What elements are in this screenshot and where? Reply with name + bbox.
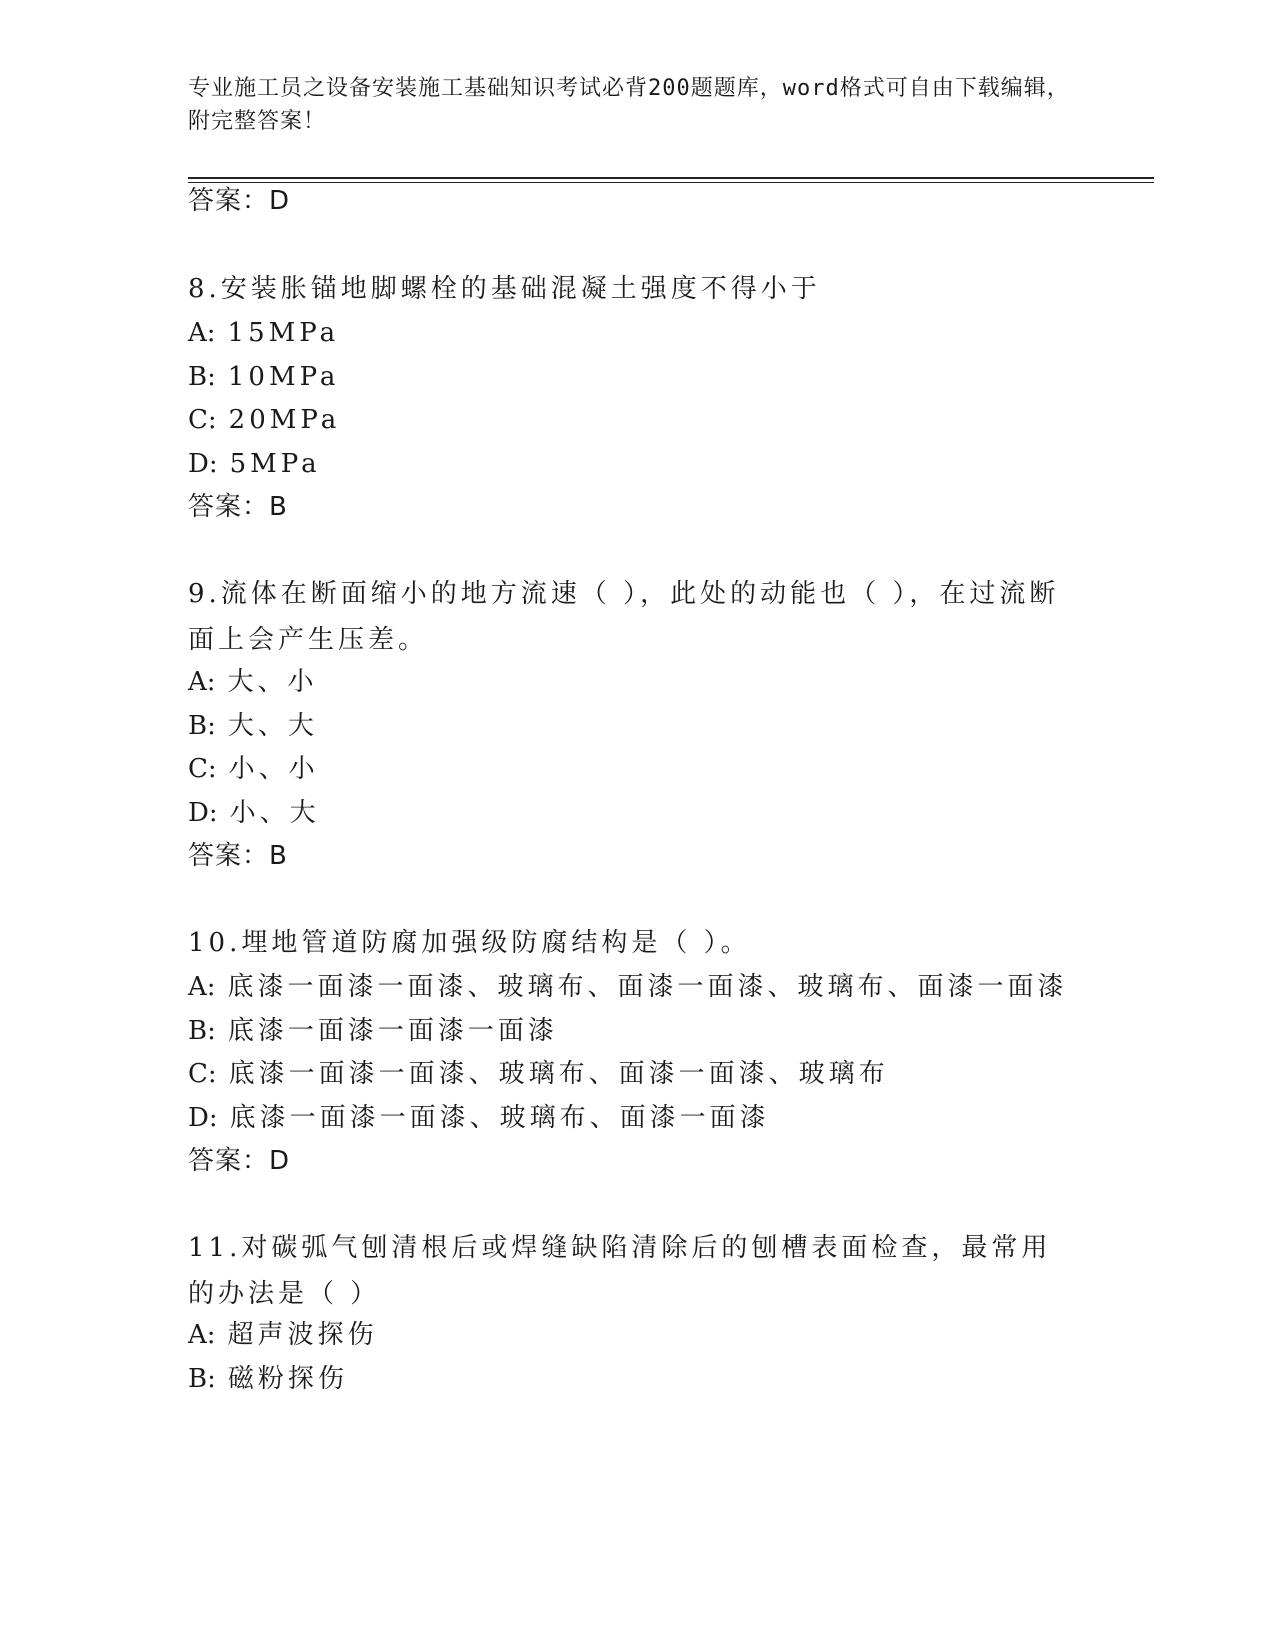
option-text: 大、小 [227,667,318,697]
question-10-stem: 10.埋地管道防腐加强级防腐结构是（ ）。 [188,928,751,958]
question-10-option-d [188,1101,770,1135]
option-text: 大、大 [227,711,318,741]
option-key: C: [188,1059,217,1089]
option-key: C: [188,405,217,435]
question-8-option-d [188,447,321,481]
option-text: 底漆一面漆一面漆、玻璃布、面漆一面漆、玻璃布 [228,1059,889,1089]
question-9-option-b [188,709,318,743]
question-10-answer: 答案：D [188,1146,291,1176]
option-text: 底漆一面漆一面漆一面漆 [227,1016,558,1046]
question-8-stem: 8.安装胀锚地脚螺栓的基础混凝土强度不得小于 [188,274,821,304]
option-key: A: [188,1320,216,1350]
option-text: 5MPa [229,449,321,479]
question-9-stem: 9.流体在断面缩小的地方流速（ ），此处的动能也（ ），在过流断面上会产生压差。 [188,579,1060,655]
option-key: A: [188,318,216,348]
document-header: 专业施工员之设备安装施工基础知识考试必背200题题库，word格式可自由下载编辑，附完整答案！ [188,76,1070,134]
question-8-answer: 答案：B [188,492,288,522]
option-text: 磁粉探伤 [227,1364,348,1394]
option-text: 10MPa [227,362,340,392]
question-10-option-c [188,1057,889,1091]
option-key: B: [188,362,216,392]
option-key: D: [188,449,218,479]
option-text: 底漆一面漆一面漆、玻璃布、面漆一面漆、玻璃布、面漆一面漆 [227,972,1068,1002]
question-11-option-b [188,1362,348,1396]
option-key: D: [188,798,218,828]
option-text: 超声波探伤 [227,1320,378,1350]
question-11-stem: 11.对碳弧气刨清根后或焊缝缺陷清除后的刨槽表面检查，最常用的办法是（ ） [188,1233,1052,1309]
previous-answer: 答案：D [188,186,291,216]
option-key: A: [188,972,216,1002]
question-8-option-a [188,316,339,350]
question-10-option-b [188,1014,558,1048]
option-text: 底漆一面漆一面漆、玻璃布、面漆一面漆 [229,1103,770,1133]
question-8-option-c [188,403,340,437]
question-9-option-c [188,752,319,786]
question-9-option-d [188,796,320,830]
question-9-answer: 答案：B [188,841,288,871]
option-key: B: [188,711,216,741]
option-key: B: [188,1364,216,1394]
option-text: 小、大 [229,798,320,828]
option-text: 20MPa [228,405,341,435]
question-9-option-a [188,665,318,699]
question-10-option-a [188,970,1068,1004]
question-8-option-b [188,360,339,394]
option-text: 15MPa [227,318,340,348]
header-divider-thick [188,177,1154,179]
option-key: C: [188,754,217,784]
option-key: D: [188,1103,218,1133]
option-text: 小、小 [228,754,319,784]
question-11-option-a [188,1318,378,1352]
option-key: A: [188,667,216,697]
option-key: B: [188,1016,216,1046]
header-divider-thin [188,182,1154,183]
